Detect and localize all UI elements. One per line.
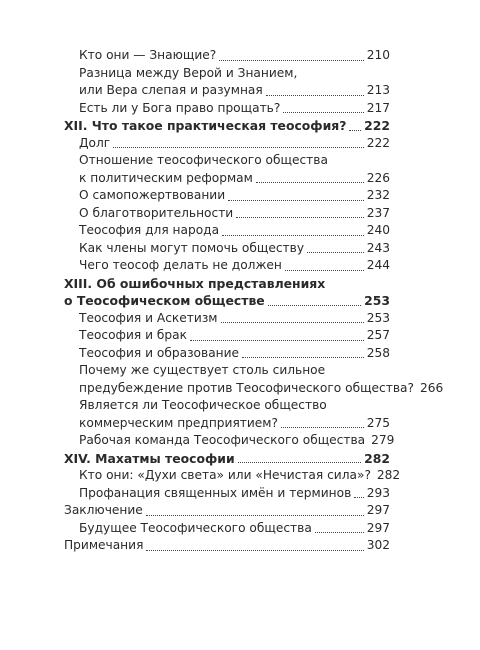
toc-entry-title: Кто они: «Духи света» или «Нечистая сила»?: [79, 468, 371, 482]
dot-leader: [187, 327, 367, 345]
toc-entry: [64, 467, 401, 485]
toc-entry-title: XIII. Об ошибочных представлениях: [64, 275, 326, 291]
toc-entry: [64, 502, 390, 520]
dot-leader: [280, 100, 366, 118]
dot-leader: [346, 117, 364, 135]
toc-entry-title: Будущее Теософического общества: [79, 520, 312, 535]
toc-entry: [64, 397, 390, 432]
toc-entry: [64, 222, 390, 240]
toc-page-number: 217: [366, 100, 390, 115]
toc-entry-title: Примечания: [64, 538, 144, 552]
toc-entry-title: предубеждение против Теософического общества?: [79, 380, 414, 395]
dot-leader: [351, 485, 366, 503]
toc-entry: [64, 345, 390, 363]
toc-chapter-entry: [64, 450, 390, 468]
toc-page-number: 237: [366, 205, 390, 220]
dot-leader: [282, 257, 367, 275]
toc-entry: [64, 485, 390, 503]
toc-chapter-entry: [64, 275, 390, 310]
toc-entry-title: Заключение: [64, 503, 143, 517]
toc-page-number: 244: [366, 258, 390, 272]
toc-entry-title: Отношение теософического общества: [79, 153, 328, 167]
toc-page-number: 232: [366, 188, 390, 202]
toc-page-number: 275: [366, 415, 390, 430]
dot-leader: [216, 47, 366, 65]
toc-entry: [64, 187, 390, 205]
toc-page-number: 253: [366, 310, 390, 325]
dot-leader: [219, 222, 367, 240]
toc-entry-title: Теософия и брак: [79, 328, 187, 342]
toc-entry: [64, 65, 390, 100]
toc-entry: [64, 100, 390, 118]
dot-leader: [414, 380, 420, 398]
dot-leader: [239, 345, 367, 363]
toc-page-number: 222: [366, 135, 390, 150]
toc-entry-title: или Вера слепая и разумная: [79, 83, 263, 97]
toc-entry-title: коммерческим предприятием?: [79, 415, 278, 430]
toc-entry: [64, 432, 395, 450]
toc-page-number: 282: [364, 450, 390, 466]
toc-entry-title: Теософия и образование: [79, 345, 240, 360]
toc-entry: [64, 520, 390, 538]
dot-leader: [365, 432, 371, 450]
toc-entry: [64, 135, 390, 153]
dot-leader: [143, 537, 366, 555]
toc-entry-title: Чего теософ делать не должен: [79, 258, 282, 272]
toc-page-number: 226: [366, 170, 390, 185]
toc-page-number: 222: [364, 118, 390, 133]
toc-entry-title: XIV. Махатмы теософии: [64, 450, 235, 466]
toc-entry-title: XII. Что такое практическая теософия?: [64, 118, 347, 133]
toc-page-number: 297: [366, 520, 390, 535]
dot-leader: [263, 82, 367, 100]
toc-page-number: 257: [366, 328, 390, 342]
toc-entry: [64, 152, 390, 187]
dot-leader: [110, 135, 367, 153]
toc-page-number: 210: [366, 48, 390, 62]
toc-entry: [64, 257, 390, 275]
toc-entry-title: Почему же существует столь сильное: [79, 363, 326, 377]
toc-entry-title: О самопожертвовании: [79, 188, 226, 202]
toc-page-number: 213: [366, 83, 390, 97]
toc-page-number: 240: [366, 223, 390, 237]
toc-page-number: 253: [364, 293, 390, 308]
toc-entry-title: о Теософическом обществе: [64, 293, 265, 308]
toc-chapter-entry: [64, 117, 390, 135]
toc-entry-title: Теософия для народа: [79, 223, 220, 237]
toc-entry: [64, 205, 390, 223]
toc-entry-title: Является ли Теософическое общество: [79, 398, 327, 412]
dot-leader: [143, 502, 367, 520]
toc-page-number: 243: [366, 240, 390, 255]
toc-entry-title: Как члены могут помочь обществу: [79, 240, 305, 255]
toc-entry-title: Кто они — Знающие?: [79, 48, 217, 62]
dot-leader: [218, 310, 367, 328]
dot-leader: [233, 205, 367, 223]
toc-entry: [64, 327, 390, 345]
toc-entry: [64, 310, 390, 328]
toc-entry-title: Есть ли у Бога право прощать?: [79, 100, 281, 115]
toc-page-number: 258: [366, 345, 390, 360]
toc-entry-title: Теософия и Аскетизм: [79, 310, 218, 325]
toc-entry: [64, 362, 444, 397]
toc-page-number: 297: [366, 503, 390, 517]
dot-leader: [265, 292, 364, 310]
toc-entry-title: к политическим реформам: [79, 170, 253, 185]
toc-entry: [64, 537, 390, 555]
toc-page-number: 266: [419, 380, 444, 395]
table-of-contents: [64, 47, 444, 555]
dot-leader: [312, 520, 367, 538]
toc-entry-title: О благотворительности: [79, 205, 234, 220]
dot-leader: [253, 170, 367, 188]
toc-page-number: 293: [366, 485, 390, 500]
toc-entry-title: Разница между Верой и Знанием,: [79, 65, 298, 80]
dot-leader: [278, 415, 367, 433]
dot-leader: [235, 450, 364, 468]
toc-entry-title: Профанация священных имён и терминов: [79, 485, 352, 500]
toc-entry: [64, 240, 390, 258]
toc-entry-title: Рабочая команда Теософического общества: [79, 433, 366, 447]
dot-leader: [225, 187, 367, 205]
toc-entry: [64, 47, 390, 65]
toc-entry-title: Долг: [79, 135, 111, 150]
toc-page-number: 282: [376, 468, 401, 482]
toc-page-number: 302: [366, 538, 390, 552]
toc-page-number: 279: [371, 433, 395, 447]
dot-leader: [304, 240, 367, 258]
dot-leader: [371, 467, 377, 485]
